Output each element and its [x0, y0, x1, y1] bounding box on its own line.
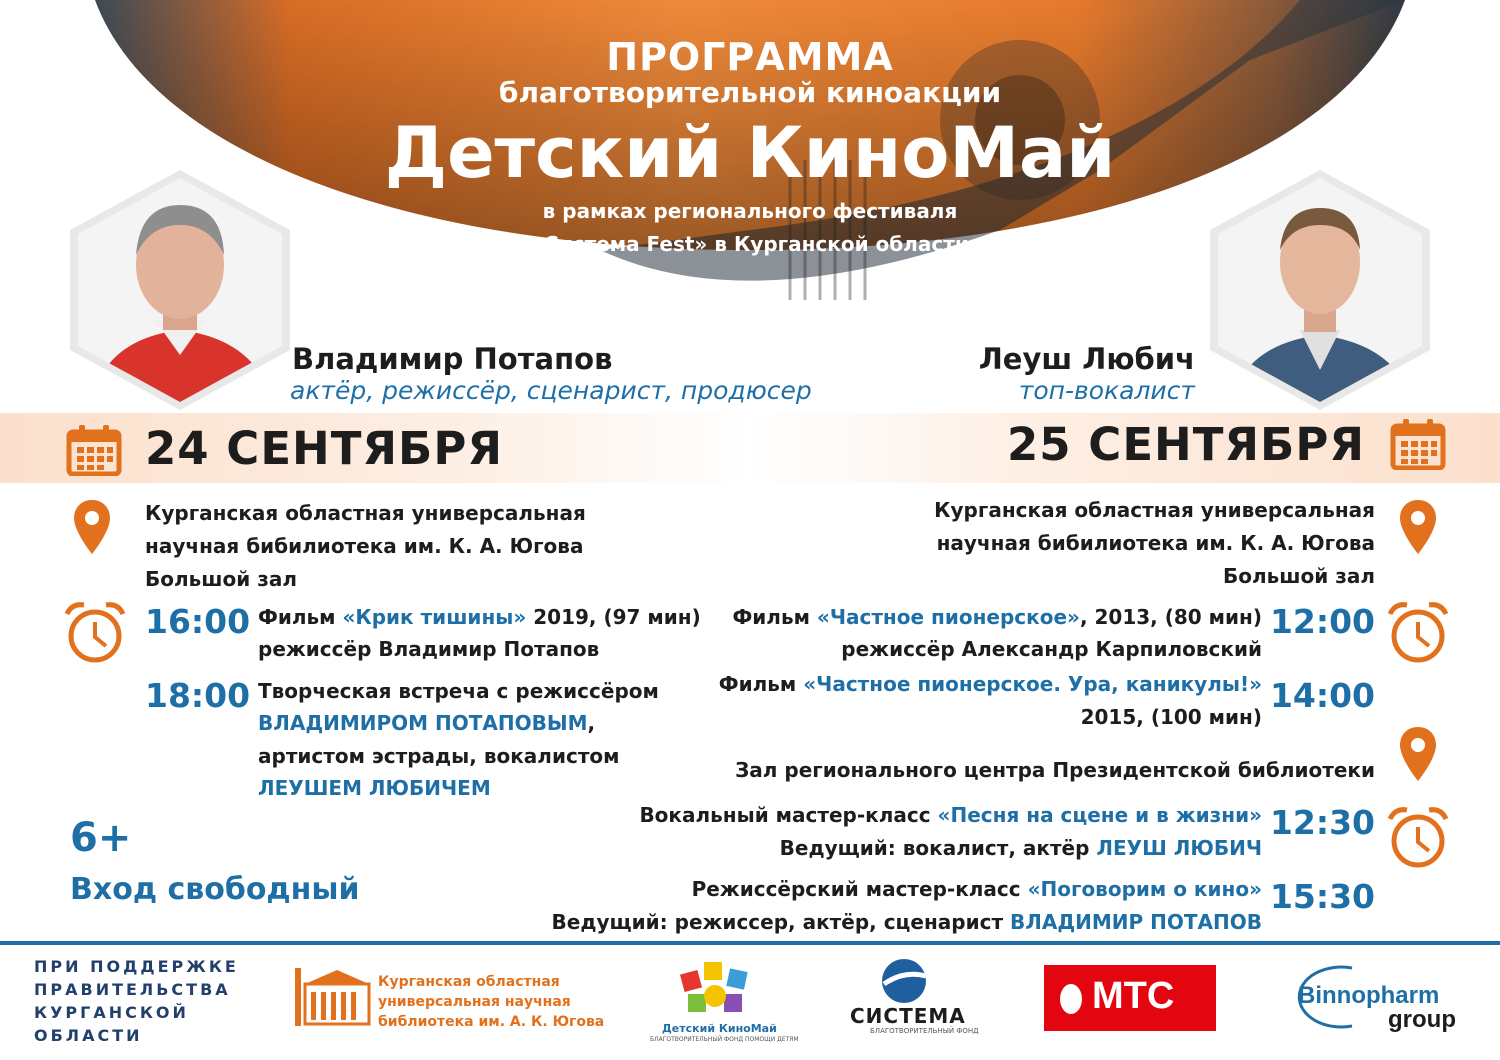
- kinomay-logo-icon: [678, 958, 752, 1020]
- event-day1-1-line1: Фильм «Крик тишины» 2019, (97 мин): [258, 605, 701, 629]
- event-title: Детский КиноМай: [384, 112, 1116, 194]
- free-entry: Вход свободный: [70, 872, 360, 907]
- event-day1-1-line2: режиссёр Владимир Потапов: [258, 637, 600, 661]
- mts-logo: [1044, 965, 1216, 1031]
- time-day2-2: 14:00: [1269, 676, 1375, 715]
- footer-divider: [0, 941, 1500, 945]
- sistema-logo-icon: [876, 956, 932, 1006]
- date-day1: 24 СЕНТЯБРЯ: [145, 422, 503, 475]
- support-text: ПРИ ПОДДЕРЖКЕ ПРАВИТЕЛЬСТВА КУРГАНСКОЙ ОБЛАСТИ: [34, 957, 239, 1045]
- sistema-logo-text: СИСТЕМА: [850, 1004, 966, 1028]
- binnopharm-logo: [1290, 962, 1470, 1034]
- program-title: ПРОГРАММА: [606, 35, 894, 79]
- library-logo-text: Курганская областная универсальная научная библиотека им. А. К. Югова: [378, 974, 605, 1030]
- event-day2-2-line2: 2015, (100 мин): [1080, 705, 1262, 729]
- person-right-role: топ-вокалист: [1018, 376, 1195, 405]
- time-day1-1: 16:00: [145, 602, 251, 641]
- venue-day2-line1: Курганская областная универсальная: [934, 498, 1375, 522]
- event-day2-2-line1: Фильм «Частное пионерское. Ура, каникулы!»: [718, 672, 1262, 696]
- calendar-icon: [1390, 418, 1446, 470]
- event-day1-2-line4: ЛЕУШЕМ ЛЮБИЧЕМ: [258, 776, 491, 800]
- time-class-2: 15:30: [1269, 877, 1375, 916]
- location-pin-icon: [1398, 725, 1438, 783]
- time-class-1: 12:30: [1269, 803, 1375, 842]
- venue-day2-line3: Большой зал: [1222, 564, 1375, 588]
- alarm-clock-icon: [1385, 600, 1451, 666]
- class-2-line2: Ведущий: режиссер, актёр, сценарист ВЛАДИМИР ПОТАПОВ: [551, 910, 1262, 934]
- date-day2: 25 СЕНТЯБРЯ: [1007, 418, 1365, 471]
- venue-day1-line3: Большой зал: [145, 567, 298, 591]
- portrait-potapov: [60, 170, 300, 410]
- class-1-line1: Вокальный мастер-класс «Песня на сцене и в жизни»: [639, 803, 1262, 827]
- venue-day2-line2: научная бибилиотека им. К. А. Югова: [936, 531, 1375, 555]
- mts-logo-text: МТС: [1092, 975, 1175, 1017]
- class-2-line1: Режиссёрский мастер-класс «Поговорим о кино»: [691, 877, 1262, 901]
- event-day2-1-line1: Фильм «Частное пионерское», 2013, (80 мин): [732, 605, 1262, 629]
- time-day2-1: 12:00: [1269, 602, 1375, 641]
- kinomay-logo-sub: БЛАГОТВОРИТЕЛЬНЫЙ ФОНД ПОМОЩИ ДЕТЯМ: [650, 1036, 799, 1043]
- binnopharm-text: Binnopharm: [1298, 982, 1440, 1009]
- person-right-name: Леуш Любич: [978, 342, 1195, 376]
- person-left-role: актёр, режиссёр, сценарист, продюсер: [290, 376, 812, 405]
- calendar-icon: [66, 424, 122, 476]
- binnopharm-group-text: group: [1388, 1006, 1456, 1033]
- event-day1-2-line1: Творческая встреча с режиссёром: [258, 679, 659, 703]
- sistema-logo-sub: БЛАГОТВОРИТЕЛЬНЫЙ ФОНД: [870, 1027, 979, 1035]
- alarm-clock-icon: [62, 600, 128, 666]
- festival-line1: в рамках регионального фестиваля: [542, 199, 958, 223]
- event-day1-2-line3: артистом эстрады, вокалистом: [258, 744, 620, 768]
- alarm-clock-icon: [1385, 805, 1451, 871]
- age-rating: 6+: [70, 815, 132, 861]
- library-logo-icon: [293, 966, 373, 1028]
- program-subtitle: благотворительной киноакции: [498, 76, 1002, 109]
- location-pin-icon: [72, 498, 112, 556]
- venue-day1-line1: Курганская областная универсальная: [145, 501, 586, 525]
- venue-day1-line2: научная бибилиотека им. К. А. Югова: [145, 534, 584, 558]
- kinomay-logo-text: Детский КиноМай: [662, 1022, 777, 1035]
- venue2-day2: Зал регионального центра Президентской библиотеки: [735, 758, 1375, 782]
- festival-line2: «Система Fest» в Курганской области: [531, 232, 969, 256]
- location-pin-icon: [1398, 498, 1438, 556]
- event-day2-1-line2: режиссёр Александр Карпиловский: [841, 637, 1262, 661]
- portrait-lyubich: [1200, 170, 1440, 410]
- mts-egg-icon: [1058, 981, 1084, 1015]
- person-left-name: Владимир Потапов: [292, 342, 613, 376]
- class-1-line2: Ведущий: вокалист, актёр ЛЕУШ ЛЮБИЧ: [779, 836, 1262, 860]
- time-day1-2: 18:00: [145, 676, 251, 715]
- event-day1-2-line2: ВЛАДИМИРОМ ПОТАПОВЫМ,: [258, 711, 596, 735]
